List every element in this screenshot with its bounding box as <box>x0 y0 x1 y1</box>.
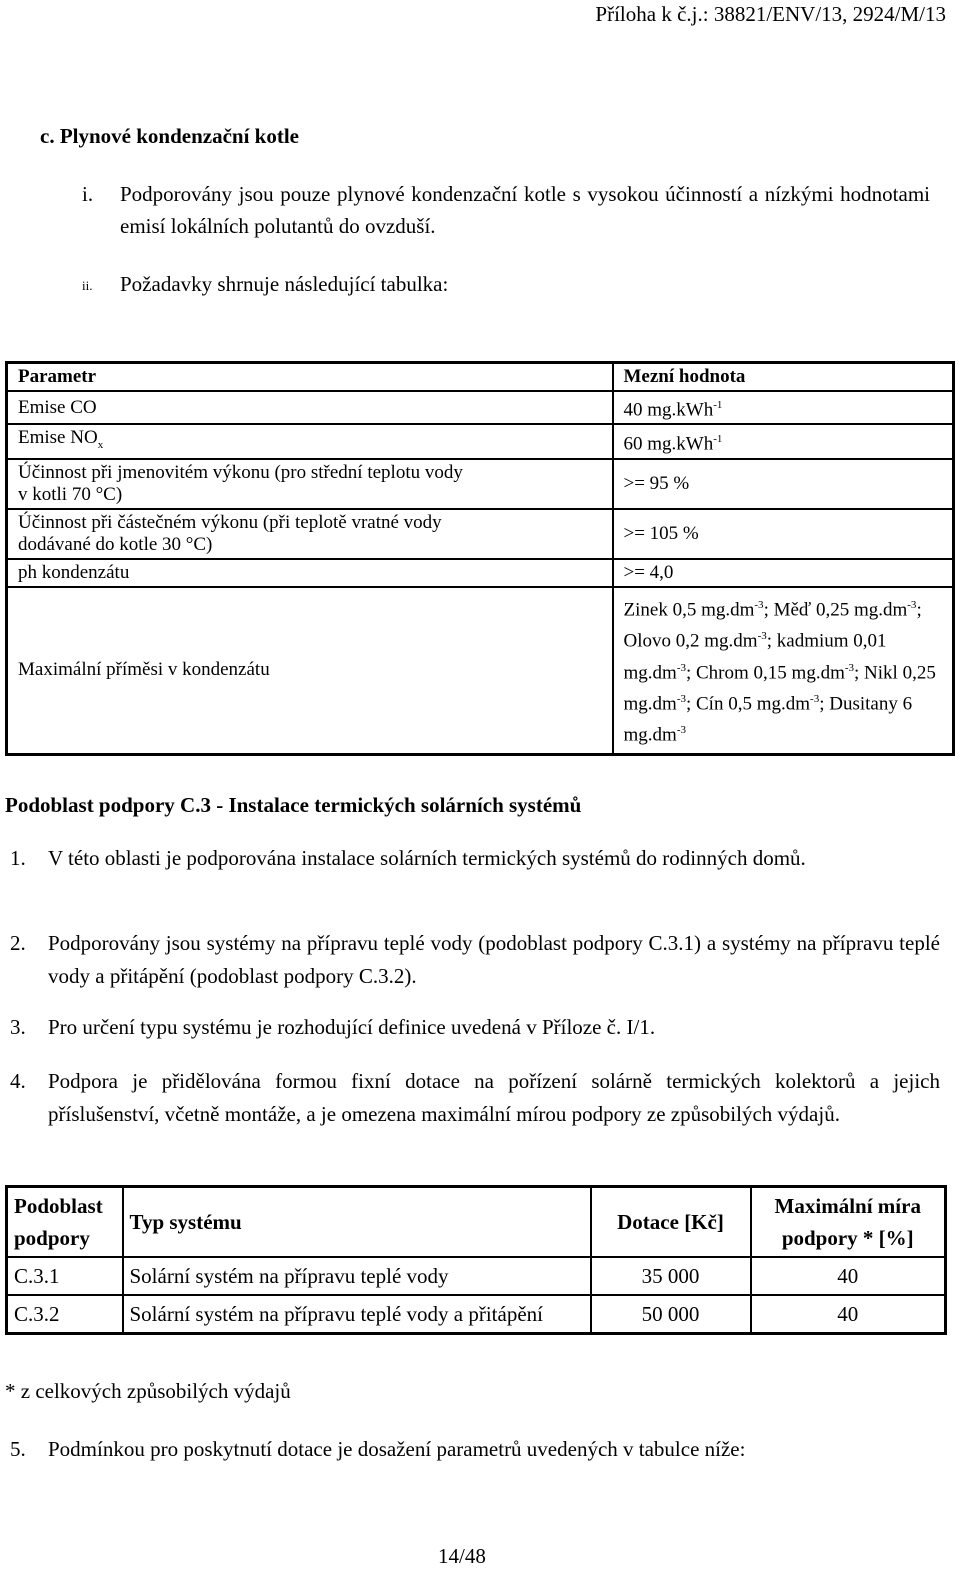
param-cell: ph kondenzátu <box>7 559 613 587</box>
table-footnote: * z celkových způsobilých výdajů <box>5 1379 291 1403</box>
subsection-title: Podoblast podpory C.3 - Instalace termických solárních systémů <box>5 793 582 817</box>
value-cell: 60 mg.kWh$^{-1}$ <box>613 424 954 459</box>
column-header: Mezní hodnota <box>613 363 954 392</box>
code-cell: C.3.2 <box>7 1295 123 1334</box>
list-item <box>10 927 940 993</box>
item-number: 3. <box>10 1015 26 1039</box>
column-header: Typ systému <box>123 1187 591 1258</box>
list-item <box>10 1433 940 1466</box>
table-row <box>7 559 954 587</box>
list-item <box>10 1011 940 1044</box>
column-header: Maximální míra podpory * [%] <box>751 1187 946 1258</box>
column-header: Parametr <box>7 363 613 392</box>
rate-cell: 40 <box>751 1257 946 1295</box>
column-header: Podoblast podpory <box>7 1187 123 1258</box>
param-cell: Emise $NO_x$ <box>7 424 613 459</box>
item-text: V této oblasti je podporována instalace solárních termických systémů do rodinných domů. <box>48 846 806 870</box>
list-item <box>10 1065 940 1131</box>
roman-text: Požadavky shrnuje následující tabulka: <box>120 272 449 296</box>
table-row <box>7 509 954 559</box>
table-row <box>7 391 954 424</box>
roman-number: i. <box>82 182 94 206</box>
item-number: 1. <box>10 846 26 870</box>
value-cell: Zinek 0,5 $mg.dm^{-3}$; Měď 0,25 $mg.dm^{-3}$; Olovo 0,2 $mg.dm^{-3}$; kadmium 0,01 $mg.dm^{-3}$; Chrom 0,15 $mg.dm^{-3}$; Nikl 0,25 $mg.dm^{-3}$; Cín 0,5 $mg.dm^{-3}$; Dusitany 6 $mg.dm^{-3}$ <box>613 587 954 754</box>
item-text: Pro určení typu systému je rozhodující definice uvedená v Příloze č. I/1. <box>48 1015 656 1039</box>
value-cell: >= 95 % <box>613 459 954 509</box>
amount-cell: 50 000 <box>591 1295 751 1334</box>
code-cell: C.3.1 <box>7 1257 123 1295</box>
item-text: Podpora je přidělována formou fixní dotace na pořízení solárně termických kolektorů a jejich příslušenství, včetně montáže, a je omezena maximální mírou podpory ze způsobilých výdajů. <box>48 1069 940 1126</box>
table-row <box>7 1257 946 1295</box>
param-cell: Účinnost při jmenovitém výkonu (pro střední teplotu vody v kotli 70 °C) <box>7 459 613 509</box>
roman-text: Podporovány jsou pouze plynové kondenzační kotle s vysokou účinností a nízkými hodnotami emisí lokálních polutantů do ovzduší. <box>120 182 930 238</box>
param-cell: Účinnost při částečném výkonu (při teplotě vratné vody dodávané do kotle 30 °C) <box>7 509 613 559</box>
page-number: 14/48 <box>438 1544 486 1568</box>
item-text: Podmínkou pro poskytnutí dotace je dosažení parametrů uvedených v tabulce níže: <box>48 1437 746 1461</box>
value-cell: >= 4,0 <box>613 559 954 587</box>
document-reference: Příloha k č.j.: 38821/ENV/13, 2924/M/13 <box>595 2 946 26</box>
column-header: Dotace [Kč] <box>591 1187 751 1258</box>
type-cell: Solární systém na přípravu teplé vody <box>123 1257 591 1295</box>
item-number: 2. <box>10 931 26 955</box>
table-header-row <box>7 363 954 392</box>
section-title: c. Plynové kondenzační kotle <box>40 124 300 148</box>
rate-cell: 40 <box>751 1295 946 1334</box>
type-cell: Solární systém na přípravu teplé vody a přitápění <box>123 1295 591 1334</box>
item-number: 4. <box>10 1069 26 1093</box>
param-cell: Maximální příměsi v kondenzátu <box>18 659 270 681</box>
subsidy-table <box>5 1185 947 1335</box>
requirements-table <box>5 361 955 756</box>
item-text: Podporovány jsou systémy na přípravu teplé vody (podoblast podpory C.3.1) a systémy na přípravu teplé vody a přitápění (podoblast podpory C.3.2). <box>48 931 940 988</box>
table-row <box>7 587 954 754</box>
param-cell: Emise CO <box>7 391 613 424</box>
table-row <box>7 459 954 509</box>
value-cell: 40 mg.kWh$^{-1}$ <box>613 391 954 424</box>
roman-number: ii. <box>82 278 93 293</box>
table-header-row <box>7 1187 946 1258</box>
list-item <box>10 842 940 875</box>
table-row <box>7 1295 946 1334</box>
table-row <box>7 424 954 459</box>
item-number: 5. <box>10 1437 26 1461</box>
amount-cell: 35 000 <box>591 1257 751 1295</box>
value-cell: >= 105 % <box>613 509 954 559</box>
